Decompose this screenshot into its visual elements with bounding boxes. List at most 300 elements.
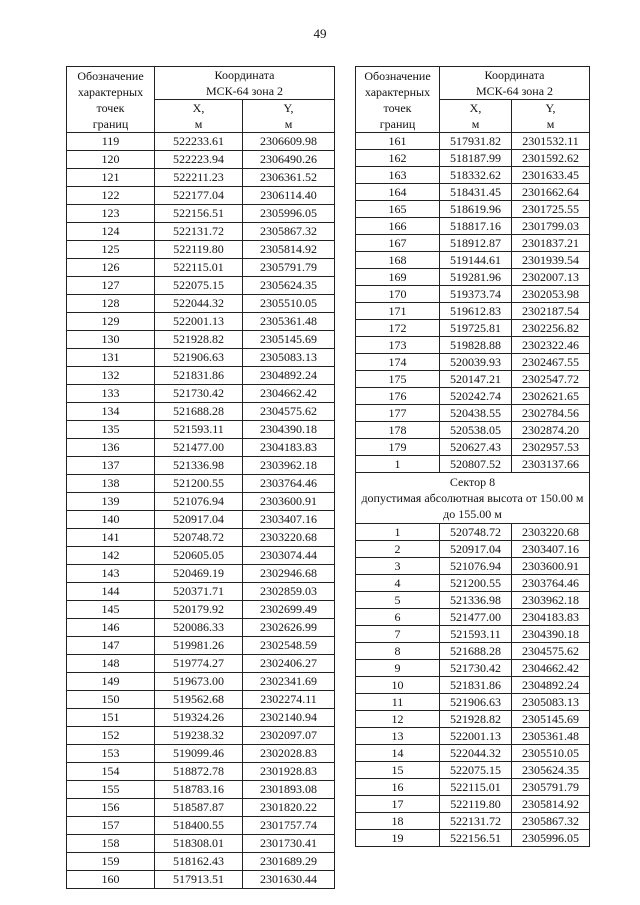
y-coordinate-cell: 2305145.69: [512, 711, 590, 728]
point-number-cell: 148: [67, 655, 155, 673]
y-coordinate-cell: 2305361.48: [243, 313, 335, 331]
y-coordinate-cell: 2306361.52: [243, 169, 335, 187]
point-number-cell: 146: [67, 619, 155, 637]
table-row: [356, 456, 590, 473]
x-coordinate-cell: 521076.94: [155, 493, 243, 511]
x-coordinate-cell: 519562.68: [155, 691, 243, 709]
header-coordinate-system: [155, 67, 335, 100]
point-number-cell: 120: [67, 151, 155, 169]
x-coordinate-cell: 521593.11: [440, 626, 512, 643]
point-number-cell: 138: [67, 475, 155, 493]
table-row: [356, 524, 590, 541]
point-number-cell: 125: [67, 241, 155, 259]
table-row: [356, 575, 590, 592]
table-row: [356, 762, 590, 779]
point-number-cell: 142: [67, 547, 155, 565]
y-coordinate-cell: 2302007.13: [512, 269, 590, 286]
x-coordinate-cell: 521928.82: [440, 711, 512, 728]
x-coordinate-cell: 518332.62: [440, 167, 512, 184]
table-row: [356, 354, 590, 371]
x-coordinate-cell: 517913.51: [155, 871, 243, 889]
x-coordinate-cell: 518162.43: [155, 853, 243, 871]
point-number-cell: 119: [67, 133, 155, 151]
table-row: [67, 619, 335, 637]
x-coordinate-cell: 518431.45: [440, 184, 512, 201]
point-number-cell: 1: [356, 524, 440, 541]
point-number-cell: 163: [356, 167, 440, 184]
x-coordinate-cell: 522131.72: [155, 223, 243, 241]
x-coordinate-cell: 520438.55: [440, 405, 512, 422]
table-row: [67, 295, 335, 313]
y-coordinate-cell: 2305510.05: [243, 295, 335, 313]
y-coordinate-cell: 2301725.55: [512, 201, 590, 218]
x-coordinate-cell: 519144.61: [440, 252, 512, 269]
x-coordinate-cell: 522001.13: [440, 728, 512, 745]
table-row: [67, 745, 335, 763]
x-coordinate-cell: 520469.19: [155, 565, 243, 583]
x-coordinate-cell: 518912.87: [440, 235, 512, 252]
y-coordinate-cell: 2305867.32: [243, 223, 335, 241]
x-coordinate-cell: 520538.05: [440, 422, 512, 439]
table-row: [67, 457, 335, 475]
x-coordinate-cell: 518187.99: [440, 150, 512, 167]
x-coordinate-cell: 520748.72: [440, 524, 512, 541]
x-coordinate-cell: 518308.01: [155, 835, 243, 853]
y-coordinate-cell: 2303220.68: [243, 529, 335, 547]
point-number-cell: 158: [67, 835, 155, 853]
x-coordinate-cell: 518400.55: [155, 817, 243, 835]
x-coordinate-cell: 522001.13: [155, 313, 243, 331]
x-coordinate-cell: 519324.26: [155, 709, 243, 727]
point-number-cell: 152: [67, 727, 155, 745]
table-row: [356, 626, 590, 643]
table-row: [67, 367, 335, 385]
table-row: [356, 660, 590, 677]
point-number-cell: 131: [67, 349, 155, 367]
table-row: [356, 813, 590, 830]
sector-altitude-range: допустимая абсолютная высота от 150.00 м до 155.00 м: [361, 491, 584, 521]
x-coordinate-cell: 519828.88: [440, 337, 512, 354]
point-number-cell: 128: [67, 295, 155, 313]
point-number-cell: 144: [67, 583, 155, 601]
table-row: [67, 133, 335, 151]
x-coordinate-cell: 522075.15: [155, 277, 243, 295]
y-coordinate-cell: 2301820.22: [243, 799, 335, 817]
x-coordinate-cell: 522211.23: [155, 169, 243, 187]
y-coordinate-cell: 2301799.03: [512, 218, 590, 235]
x-coordinate-cell: 520807.52: [440, 456, 512, 473]
y-coordinate-cell: 2301630.44: [243, 871, 335, 889]
point-number-cell: 175: [356, 371, 440, 388]
y-coordinate-cell: 2302341.69: [243, 673, 335, 691]
table-row: [67, 439, 335, 457]
y-coordinate-cell: 2301689.29: [243, 853, 335, 871]
point-number-cell: 127: [67, 277, 155, 295]
y-coordinate-cell: 2301532.11: [512, 133, 590, 150]
table-row: [67, 799, 335, 817]
table-row: [67, 529, 335, 547]
x-coordinate-cell: 518817.16: [440, 218, 512, 235]
table-row: [67, 583, 335, 601]
point-number-cell: 7: [356, 626, 440, 643]
table-row: [67, 421, 335, 439]
coordinates-table-left: [66, 66, 335, 889]
header-text-line: характерных: [77, 84, 144, 99]
x-coordinate-cell: 520627.43: [440, 439, 512, 456]
table-row: [67, 727, 335, 745]
y-coordinate-cell: 2305083.13: [243, 349, 335, 367]
header-text-line: м: [194, 117, 203, 131]
x-coordinate-cell: 522131.72: [440, 813, 512, 830]
point-number-cell: 174: [356, 354, 440, 371]
x-coordinate-cell: 521200.55: [155, 475, 243, 493]
y-coordinate-cell: 2304183.83: [512, 609, 590, 626]
y-coordinate-cell: 2304662.42: [243, 385, 335, 403]
x-coordinate-cell: 521831.86: [440, 677, 512, 694]
table-row: [67, 151, 335, 169]
header-text-line: м: [471, 117, 480, 131]
table-row: [67, 331, 335, 349]
point-number-cell: 136: [67, 439, 155, 457]
y-coordinate-cell: 2305145.69: [243, 331, 335, 349]
table-row: [356, 405, 590, 422]
header-point-designation: [67, 67, 155, 133]
header-x: [155, 100, 243, 133]
point-number-cell: 168: [356, 252, 440, 269]
header-text-line: м: [546, 117, 555, 131]
point-number-cell: 133: [67, 385, 155, 403]
point-number-cell: 155: [67, 781, 155, 799]
table-row: [67, 493, 335, 511]
x-coordinate-cell: 517931.82: [440, 133, 512, 150]
point-number-cell: 170: [356, 286, 440, 303]
y-coordinate-cell: 2302859.03: [243, 583, 335, 601]
table-row: [67, 817, 335, 835]
x-coordinate-cell: 521200.55: [440, 575, 512, 592]
table-row: [356, 371, 590, 388]
header-text-line: границ: [379, 116, 416, 131]
y-coordinate-cell: 2302274.11: [243, 691, 335, 709]
point-number-cell: 129: [67, 313, 155, 331]
y-coordinate-cell: 2305083.13: [512, 694, 590, 711]
header-text-line: м: [284, 117, 293, 131]
sector-header-cell: [356, 473, 590, 524]
point-number-cell: 140: [67, 511, 155, 529]
point-number-cell: 135: [67, 421, 155, 439]
table-row: [67, 169, 335, 187]
point-number-cell: 162: [356, 150, 440, 167]
point-number-cell: 141: [67, 529, 155, 547]
y-coordinate-cell: 2306490.26: [243, 151, 335, 169]
table-row: [67, 349, 335, 367]
table-row: [67, 259, 335, 277]
point-number-cell: 160: [67, 871, 155, 889]
sector-title: Сектор 8: [449, 475, 496, 489]
table-row: [356, 694, 590, 711]
y-coordinate-cell: 2301730.41: [243, 835, 335, 853]
point-number-cell: 11: [356, 694, 440, 711]
x-coordinate-cell: 520086.33: [155, 619, 243, 637]
y-coordinate-cell: 2304892.24: [243, 367, 335, 385]
point-number-cell: 6: [356, 609, 440, 626]
point-number-cell: 151: [67, 709, 155, 727]
header-text-line: Y,: [545, 101, 556, 115]
table-row: [356, 218, 590, 235]
y-coordinate-cell: 2305510.05: [512, 745, 590, 762]
point-number-cell: 122: [67, 187, 155, 205]
y-coordinate-cell: 2301837.21: [512, 235, 590, 252]
y-coordinate-cell: 2302187.54: [512, 303, 590, 320]
point-number-cell: 165: [356, 201, 440, 218]
x-coordinate-cell: 519238.32: [155, 727, 243, 745]
table-row: [356, 252, 590, 269]
x-coordinate-cell: 522044.32: [440, 745, 512, 762]
table-row: [67, 241, 335, 259]
table-row: [356, 779, 590, 796]
y-coordinate-cell: 2301893.08: [243, 781, 335, 799]
y-coordinate-cell: 2304390.18: [512, 626, 590, 643]
table-row: [67, 781, 335, 799]
table-row: [356, 133, 590, 150]
point-number-cell: 4: [356, 575, 440, 592]
table-row: [67, 655, 335, 673]
point-number-cell: 139: [67, 493, 155, 511]
x-coordinate-cell: 519673.00: [155, 673, 243, 691]
point-number-cell: 15: [356, 762, 440, 779]
x-coordinate-cell: 520371.71: [155, 583, 243, 601]
x-coordinate-cell: 518619.96: [440, 201, 512, 218]
x-coordinate-cell: 519373.74: [440, 286, 512, 303]
table-row: [67, 205, 335, 223]
point-number-cell: 171: [356, 303, 440, 320]
table-row: [67, 691, 335, 709]
x-coordinate-cell: 519725.81: [440, 320, 512, 337]
header-text-line: X,: [192, 101, 205, 115]
y-coordinate-cell: 2302322.46: [512, 337, 590, 354]
table-row: [356, 745, 590, 762]
x-coordinate-cell: 521928.82: [155, 331, 243, 349]
x-coordinate-cell: 521688.28: [155, 403, 243, 421]
y-coordinate-cell: 2302053.98: [512, 286, 590, 303]
y-coordinate-cell: 2305814.92: [243, 241, 335, 259]
table-row: [356, 422, 590, 439]
y-coordinate-cell: 2303962.18: [243, 457, 335, 475]
x-coordinate-cell: 522223.94: [155, 151, 243, 169]
table-row: [356, 201, 590, 218]
point-number-cell: 10: [356, 677, 440, 694]
y-coordinate-cell: 2303407.16: [243, 511, 335, 529]
y-coordinate-cell: 2303074.44: [243, 547, 335, 565]
point-number-cell: 164: [356, 184, 440, 201]
x-coordinate-cell: 521336.98: [440, 592, 512, 609]
y-coordinate-cell: 2302626.99: [243, 619, 335, 637]
table-row: [67, 475, 335, 493]
y-coordinate-cell: 2302874.20: [512, 422, 590, 439]
point-number-cell: 154: [67, 763, 155, 781]
header-text-line: границ: [92, 116, 129, 131]
x-coordinate-cell: 522115.01: [155, 259, 243, 277]
table-row: [67, 871, 335, 889]
header-text-line: точек: [383, 100, 412, 115]
table-row: [356, 592, 590, 609]
y-coordinate-cell: 2301662.64: [512, 184, 590, 201]
x-coordinate-cell: 522075.15: [440, 762, 512, 779]
y-coordinate-cell: 2302699.49: [243, 601, 335, 619]
point-number-cell: 3: [356, 558, 440, 575]
y-coordinate-cell: 2305791.79: [512, 779, 590, 796]
point-number-cell: 161: [356, 133, 440, 150]
point-number-cell: 123: [67, 205, 155, 223]
y-coordinate-cell: 2303764.46: [512, 575, 590, 592]
coordinates-table-left-body: [67, 133, 335, 889]
table-row: [67, 223, 335, 241]
header-text-line: МСК-64 зона 2: [475, 84, 554, 98]
x-coordinate-cell: 519981.26: [155, 637, 243, 655]
y-coordinate-cell: 2302547.72: [512, 371, 590, 388]
table-row: [356, 677, 590, 694]
header-text-line: точек: [96, 100, 125, 115]
y-coordinate-cell: 2303407.16: [512, 541, 590, 558]
point-number-cell: 13: [356, 728, 440, 745]
x-coordinate-cell: 521076.94: [440, 558, 512, 575]
table-row: [356, 150, 590, 167]
y-coordinate-cell: 2302140.94: [243, 709, 335, 727]
sector-header-row: [356, 473, 590, 524]
table-row: [356, 269, 590, 286]
y-coordinate-cell: 2304183.83: [243, 439, 335, 457]
y-coordinate-cell: 2302256.82: [512, 320, 590, 337]
y-coordinate-cell: 2301939.54: [512, 252, 590, 269]
header-x: [440, 100, 512, 133]
y-coordinate-cell: 2306609.98: [243, 133, 335, 151]
x-coordinate-cell: 521688.28: [440, 643, 512, 660]
x-coordinate-cell: 522233.61: [155, 133, 243, 151]
header-text-line: Обозначение: [77, 68, 144, 83]
x-coordinate-cell: 522156.51: [440, 830, 512, 847]
table-row: [67, 385, 335, 403]
table-row: [67, 313, 335, 331]
point-number-cell: 18: [356, 813, 440, 830]
header-text-line: Обозначение: [364, 68, 431, 83]
point-number-cell: 153: [67, 745, 155, 763]
coordinates-table-right: [355, 66, 590, 847]
coordinates-table-right-body: [356, 133, 590, 847]
y-coordinate-cell: 2304575.62: [243, 403, 335, 421]
x-coordinate-cell: 522119.80: [155, 241, 243, 259]
header-y: [512, 100, 590, 133]
y-coordinate-cell: 2304892.24: [512, 677, 590, 694]
y-coordinate-cell: 2302784.56: [512, 405, 590, 422]
table-row: [356, 286, 590, 303]
page-number: 49: [313, 26, 327, 41]
point-number-cell: 132: [67, 367, 155, 385]
x-coordinate-cell: 520179.92: [155, 601, 243, 619]
x-coordinate-cell: 519612.83: [440, 303, 512, 320]
point-number-cell: 166: [356, 218, 440, 235]
point-number-cell: 167: [356, 235, 440, 252]
point-number-cell: 169: [356, 269, 440, 286]
header-text-line: характерных: [364, 84, 431, 99]
y-coordinate-cell: 2301592.62: [512, 150, 590, 167]
y-coordinate-cell: 2302097.07: [243, 727, 335, 745]
x-coordinate-cell: 519774.27: [155, 655, 243, 673]
point-number-cell: 172: [356, 320, 440, 337]
table-row: [356, 388, 590, 405]
table-row: [356, 830, 590, 847]
x-coordinate-cell: 522044.32: [155, 295, 243, 313]
x-coordinate-cell: 520147.21: [440, 371, 512, 388]
x-coordinate-cell: 521593.11: [155, 421, 243, 439]
point-number-cell: 173: [356, 337, 440, 354]
y-coordinate-cell: 2303600.91: [243, 493, 335, 511]
x-coordinate-cell: 521477.00: [155, 439, 243, 457]
x-coordinate-cell: 521336.98: [155, 457, 243, 475]
y-coordinate-cell: 2305624.35: [243, 277, 335, 295]
table-row: [356, 303, 590, 320]
y-coordinate-cell: 2303600.91: [512, 558, 590, 575]
table-row: [67, 187, 335, 205]
header-text-line: X,: [469, 101, 482, 115]
y-coordinate-cell: 2305791.79: [243, 259, 335, 277]
x-coordinate-cell: 521730.42: [155, 385, 243, 403]
y-coordinate-cell: 2303137.66: [512, 456, 590, 473]
point-number-cell: 145: [67, 601, 155, 619]
table-row: [67, 853, 335, 871]
x-coordinate-cell: 520748.72: [155, 529, 243, 547]
table-row: [67, 763, 335, 781]
point-number-cell: 149: [67, 673, 155, 691]
point-number-cell: 124: [67, 223, 155, 241]
y-coordinate-cell: 2301928.83: [243, 763, 335, 781]
y-coordinate-cell: 2304575.62: [512, 643, 590, 660]
point-number-cell: 143: [67, 565, 155, 583]
x-coordinate-cell: 520605.05: [155, 547, 243, 565]
x-coordinate-cell: 520917.04: [155, 511, 243, 529]
point-number-cell: 121: [67, 169, 155, 187]
point-number-cell: 177: [356, 405, 440, 422]
y-coordinate-cell: 2304390.18: [243, 421, 335, 439]
header-text-line: Y,: [283, 101, 294, 115]
point-number-cell: 156: [67, 799, 155, 817]
table-row: [356, 167, 590, 184]
table-row: [356, 541, 590, 558]
table-row: [356, 320, 590, 337]
point-number-cell: 147: [67, 637, 155, 655]
y-coordinate-cell: 2303764.46: [243, 475, 335, 493]
y-coordinate-cell: 2302467.55: [512, 354, 590, 371]
point-number-cell: 150: [67, 691, 155, 709]
y-coordinate-cell: 2302957.53: [512, 439, 590, 456]
table-row: [67, 601, 335, 619]
x-coordinate-cell: 519099.46: [155, 745, 243, 763]
y-coordinate-cell: 2303220.68: [512, 524, 590, 541]
x-coordinate-cell: 520039.93: [440, 354, 512, 371]
y-coordinate-cell: 2305867.32: [512, 813, 590, 830]
table-row: [67, 277, 335, 295]
y-coordinate-cell: 2302028.83: [243, 745, 335, 763]
point-number-cell: 178: [356, 422, 440, 439]
y-coordinate-cell: 2305996.05: [243, 205, 335, 223]
x-coordinate-cell: 522115.01: [440, 779, 512, 796]
table-row: [67, 673, 335, 691]
table-row: [356, 728, 590, 745]
y-coordinate-cell: 2305814.92: [512, 796, 590, 813]
point-number-cell: 176: [356, 388, 440, 405]
point-number-cell: 16: [356, 779, 440, 796]
x-coordinate-cell: 520242.74: [440, 388, 512, 405]
point-number-cell: 157: [67, 817, 155, 835]
table-row: [356, 711, 590, 728]
